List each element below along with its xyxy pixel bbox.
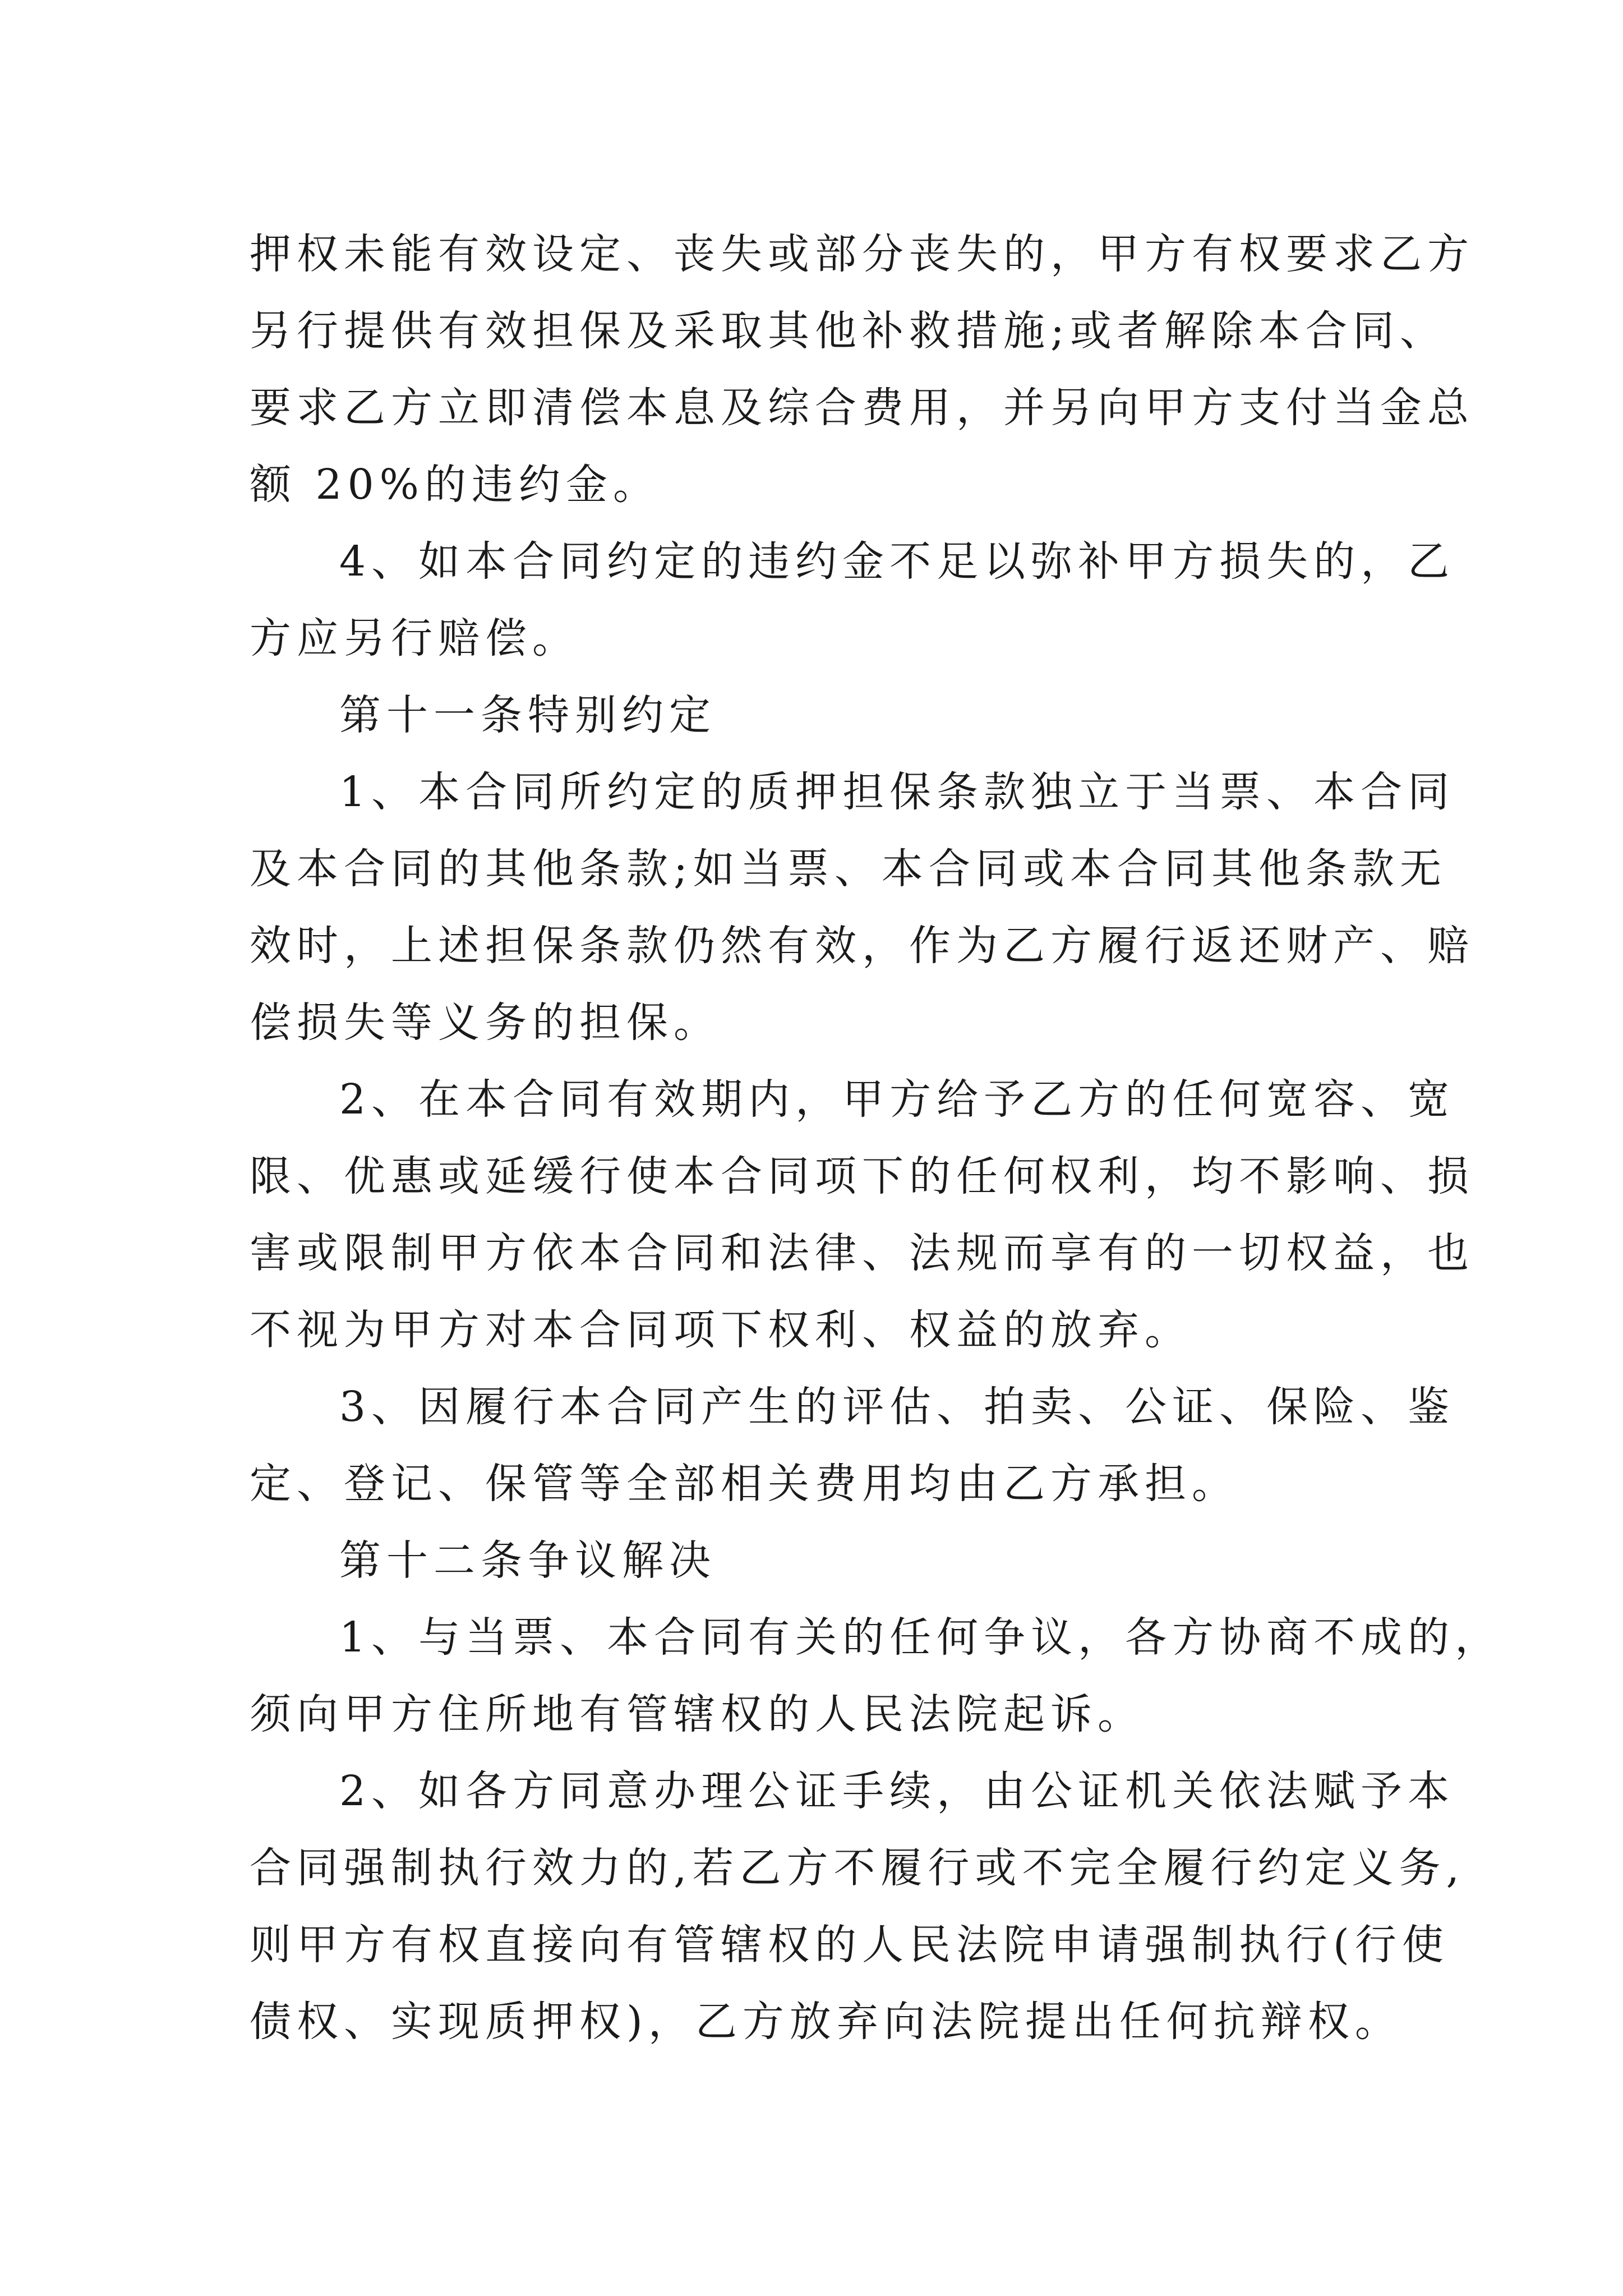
text-line: 不视为甲方对本合同项下权利、权益的放弃。 [250, 1306, 1192, 1354]
document-body [250, 216, 1502, 2060]
text-line: 方应另行赔偿。 [250, 614, 579, 662]
text-line: 2、如各方同意办理公证手续，由公证机关依法赋予本 [339, 1767, 1455, 1815]
text-line: 偿损失等义务的担保。 [250, 999, 721, 1047]
text-line: 则甲方有权直接向有管辖权的人民法院申请强制执行(行使 [250, 1921, 1449, 1969]
text-line: 额 20%的违约金。 [250, 461, 660, 509]
text-line: 效时，上述担保条款仍然有效，作为乙方履行返还财产、赔 [250, 922, 1474, 970]
text-line: 押权未能有效设定、丧失或部分丧失的，甲方有权要求乙方 [250, 230, 1474, 278]
section-heading: 第十二条争议解决 [339, 1536, 716, 1585]
text-line: 定、登记、保管等全部相关费用均由乙方承担。 [250, 1460, 1239, 1508]
text-line: 2、在本合同有效期内，甲方给予乙方的任何宽容、宽 [339, 1075, 1455, 1124]
text-line: 债权、实现质押权)，乙方放弃向法院提出任何抗辩权。 [250, 1998, 1402, 2046]
text-line: 须向甲方住所地有管辖权的人民法院起诉。 [250, 1690, 1145, 1738]
text-line: 害或限制甲方依本合同和法律、法规而享有的一切权益，也 [250, 1229, 1474, 1277]
text-line: 限、优惠或延缓行使本合同项下的任何权利，均不影响、损 [250, 1152, 1474, 1200]
text-line: 1、与当票、本合同有关的任何争议，各方协商不成的， [339, 1613, 1502, 1662]
text-line: 另行提供有效担保及采取其他补救措施;或者解除本合同、 [250, 307, 1447, 355]
text-line: 要求乙方立即清偿本息及综合费用，并另向甲方支付当金总 [250, 384, 1474, 432]
text-line: 及本合同的其他条款;如当票、本合同或本合同其他条款无 [250, 845, 1447, 893]
text-line: 合同强制执行效力的,若乙方不履行或不完全履行约定义务, [250, 1844, 1465, 1892]
text-line: 3、因履行本合同产生的评估、拍卖、公证、保险、鉴 [339, 1383, 1455, 1431]
text-line: 4、如本合同约定的违约金不足以弥补甲方损失的，乙 [339, 537, 1455, 586]
section-heading: 第十一条特别约定 [339, 691, 716, 739]
text-line: 1、本合同所约定的质押担保条款独立于当票、本合同 [339, 768, 1455, 816]
